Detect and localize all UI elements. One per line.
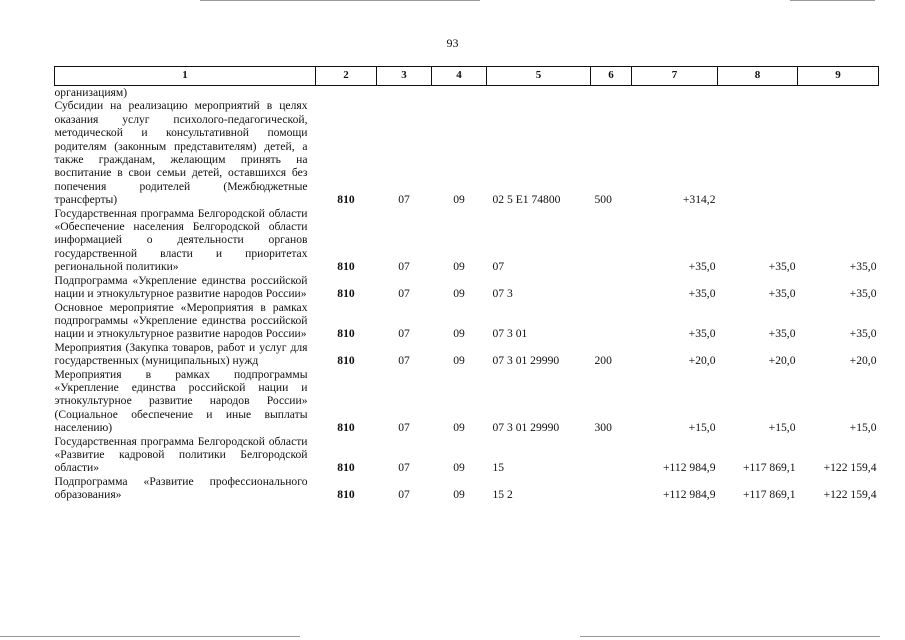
- table-row: [55, 99, 879, 206]
- row-rz-code: [377, 86, 432, 100]
- row-rz-code: 07: [398, 327, 410, 341]
- row-value-8: [718, 86, 798, 100]
- row-gr-code: 810: [337, 327, 355, 341]
- row-pr-code: 09: [453, 287, 465, 301]
- table-header-row: [55, 67, 879, 86]
- row-rz-code: 07: [398, 354, 410, 368]
- row-gr-code: 810: [337, 260, 355, 274]
- row-description: Основное мероприятие «Мероприятия в рамках подпрограммы «Укрепление единства российской нации и этнокультурное развитие народов России»: [54, 300, 308, 341]
- row-vr-code: [591, 86, 632, 100]
- row-value-9: [798, 99, 879, 206]
- row-cs-code: 07 3 01 29990: [492, 354, 560, 368]
- row-gr-code: 810: [337, 193, 355, 207]
- row-value-7: +20,0: [688, 354, 716, 368]
- column-header: 5: [487, 67, 591, 86]
- row-description: Государственная программа Белгородской области «Обеспечение населения Белгородской области информацией о деятельности органов государственной власти и приоритетах региональной политики»: [54, 206, 308, 274]
- row-value-8: +20,0: [768, 354, 796, 368]
- row-description: Мероприятия (Закупка товаров, работ и услуг для государственных (муниципальных) нужд: [54, 340, 308, 368]
- column-header: 9: [798, 67, 879, 86]
- row-rz-code: 07: [398, 260, 410, 274]
- table-row: [55, 435, 879, 475]
- row-cs-code: 07: [492, 260, 505, 274]
- row-cs-code: 15 2: [492, 488, 513, 502]
- row-value-9: +15,0: [849, 421, 877, 435]
- row-vr-code: [591, 301, 632, 341]
- row-value-8: +117 869,1: [743, 488, 796, 502]
- row-gr-code: 810: [337, 354, 355, 368]
- row-rz-code: 07: [398, 287, 410, 301]
- row-vr-code: 500: [594, 193, 612, 207]
- table-row: [55, 475, 879, 502]
- column-header: 2: [316, 67, 377, 86]
- row-value-7: +35,0: [688, 260, 716, 274]
- row-value-8: +35,0: [768, 260, 796, 274]
- row-value-9: +35,0: [849, 327, 877, 341]
- row-vr-code: [591, 207, 632, 274]
- table-row: [55, 207, 879, 274]
- column-header: 3: [377, 67, 432, 86]
- row-gr-code: 810: [337, 287, 355, 301]
- row-pr-code: 09: [453, 421, 465, 435]
- row-rz-code: 07: [398, 421, 410, 435]
- row-cs-code: 15: [492, 461, 505, 475]
- row-value-7: +314,2: [682, 193, 716, 207]
- row-value-8: +35,0: [768, 327, 796, 341]
- row-description: Субсидии на реализацию мероприятий в целях оказания услуг психолого-педагогической, методической и консультативной помощи родителям (законным представителям) детей, а также гражданам, желающим принять на воспитание в свои семьи детей, оставшихся без попечения родителей (Межбюджетные трансферты): [54, 99, 308, 207]
- row-gr-code: [316, 86, 377, 100]
- row-value-9: +122 159,4: [823, 488, 877, 502]
- column-header: 6: [591, 67, 632, 86]
- table-row: [55, 274, 879, 301]
- row-pr-code: 09: [453, 193, 465, 207]
- column-header: 8: [718, 67, 798, 86]
- row-rz-code: 07: [398, 461, 410, 475]
- row-value-8: +117 869,1: [743, 461, 796, 475]
- row-value-7: +112 984,9: [663, 461, 716, 475]
- row-value-7: +35,0: [688, 287, 716, 301]
- row-description: организациям): [54, 86, 128, 99]
- row-pr-code: [432, 86, 487, 100]
- row-pr-code: 09: [453, 354, 465, 368]
- row-value-9: +35,0: [849, 287, 877, 301]
- row-value-9: +122 159,4: [823, 461, 877, 475]
- row-gr-code: 810: [337, 488, 355, 502]
- row-gr-code: 810: [337, 421, 355, 435]
- table-row: [55, 341, 879, 368]
- row-pr-code: 09: [453, 461, 465, 475]
- row-description: Подпрограмма «Укрепление единства российской нации и этнокультурное развитие народов России»: [54, 273, 308, 301]
- table-row: [55, 368, 879, 435]
- row-value-8: +35,0: [768, 287, 796, 301]
- column-header: 7: [632, 67, 718, 86]
- row-cs-code: [487, 86, 591, 100]
- row-rz-code: 07: [398, 193, 410, 207]
- row-value-7: [632, 86, 718, 100]
- row-vr-code: 200: [594, 354, 612, 368]
- row-value-9: +20,0: [849, 354, 877, 368]
- row-cs-code: 02 5 E1 74800: [492, 193, 561, 207]
- row-pr-code: 09: [453, 260, 465, 274]
- row-rz-code: 07: [398, 488, 410, 502]
- page-number: 93: [446, 36, 459, 50]
- row-value-8: +15,0: [768, 421, 796, 435]
- row-cs-code: 07 3 01 29990: [492, 421, 560, 435]
- row-cs-code: 07 3: [492, 287, 513, 301]
- row-vr-code: 300: [594, 421, 612, 435]
- budget-table: [54, 66, 879, 502]
- table-row: [55, 301, 879, 341]
- row-pr-code: 09: [453, 327, 465, 341]
- row-gr-code: 810: [337, 461, 355, 475]
- row-vr-code: [591, 435, 632, 475]
- row-value-9: +35,0: [849, 260, 877, 274]
- table-body: [55, 86, 879, 502]
- column-header: 4: [432, 67, 487, 86]
- table-row: [55, 86, 879, 100]
- row-vr-code: [591, 475, 632, 502]
- row-value-7: +35,0: [688, 327, 716, 341]
- row-description: Мероприятия в рамках подпрограммы «Укрепление единства российской нации и этнокультурное развитие народов России» (Социальное обеспечение и иные выплаты населению): [54, 367, 308, 435]
- row-pr-code: 09: [453, 488, 465, 502]
- row-vr-code: [591, 274, 632, 301]
- row-value-7: +15,0: [688, 421, 716, 435]
- column-header: 1: [55, 67, 316, 86]
- row-description: Подпрограмма «Развитие профессионального образования»: [54, 474, 308, 502]
- row-value-7: +112 984,9: [663, 488, 716, 502]
- row-value-9: [798, 86, 879, 100]
- row-cs-code: 07 3 01: [492, 327, 528, 341]
- row-description: Государственная программа Белгородской области «Развитие кадровой политики Белгородской области»: [54, 434, 308, 475]
- row-value-8: [718, 99, 798, 206]
